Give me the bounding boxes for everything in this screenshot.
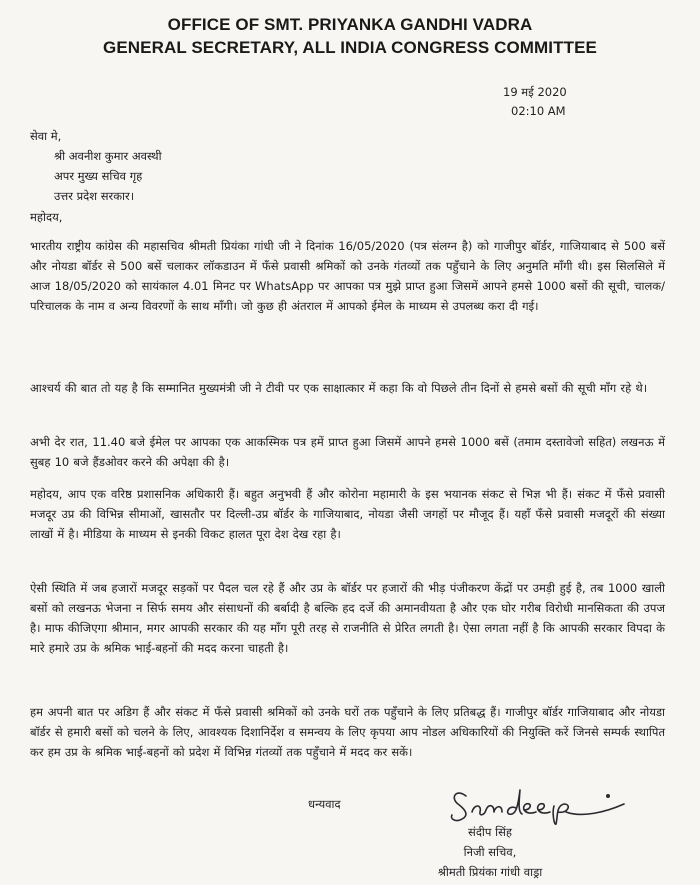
letter-time: 02:10 AM — [511, 104, 566, 118]
paragraph-4: महोदय, आप एक वरिष्ठ प्रशासनिक अधिकारी हैं। बहुत अनुभवी हैं और कोरोना महामारी के इस भयानक संकट से भिज्ञ भी हैं। संकट में फँसे प्रवासी मजदूर उप्र की विभिन्न सीमाओं, खासतौर पर दिल्ली-उप्र बॉर्डर के गाजियाबाद, नोयडा जैसी जगहों पर मौजूद हैं। यहाँ फँसे प्रवासी मजदूरों की संख्या लाखों में है। मीडिया के माध्यम से इनकी विकट हालत पूरा देश देख रहा है। — [30, 487, 665, 541]
letterhead-line-2: GENERAL SECRETARY, ALL INDIA CONGRESS COMMITTEE — [103, 38, 597, 57]
addressee-to: सेवा मे, — [30, 129, 62, 143]
closing-thanks: धन्यवाद — [308, 797, 341, 811]
signatory-designation: निजी सचिव, — [463, 845, 517, 859]
addressee-name: श्री अवनीश कुमार अवस्थी — [54, 149, 162, 163]
letter-date: 19 मई 2020 — [503, 85, 567, 99]
signatory-name: संदीप सिंह — [468, 825, 512, 839]
signatory-block — [395, 822, 585, 882]
salutation: महोदय, — [30, 210, 63, 224]
addressee-block — [30, 126, 162, 206]
paragraph-2: आश्चर्य की बात तो यह है कि सम्मानित मुख्यमंत्री जी ने टीवी पर एक साक्षात्कार में कहा कि वो पिछले तीन दिनों से हमसे बसों की सूची माँग रहे थे। — [30, 381, 648, 395]
paragraph-6: हम अपनी बात पर अडिग हैं और संकट में फँसे प्रवासी श्रमिकों को उनके घरों तक पहुँचाने के लिए प्रतिबद्ध हैं। गाजीपुर बॉर्डर गाजियाबाद और नोयडा बॉर्डर से हमारी बसों को चलने के लिए, आवश्यक दिशानिर्देश व समन्वय के लिए कृपया आप नोडल अधिकारियों की नियुक्ति करें जिनसे सम्पर्क स्थापित कर हम उप्र के श्रमिक भाई-बहनों को प्रदेश में विभिन्न गंतव्यों तक पहुँचाने में मदद कर सकें। — [30, 705, 665, 759]
date-block — [503, 83, 567, 121]
addressee-designation: अपर मुख्य सचिव गृह — [54, 169, 143, 183]
letterhead-line-1: OFFICE OF SMT. PRIYANKA GANDHI VADRA — [167, 15, 533, 34]
paragraph-3: अभी देर रात, 11.40 बजे ईमेल पर आपका एक आकस्मिक पत्र हमें प्राप्त हुआ जिसमें आपने हमसे 1000 बसें (तमाम दस्तावेजो सहित) लखनऊ में सुबह 10 बजे हैंडओवर करने की अपेक्षा की है। — [30, 435, 665, 469]
paragraph-5: ऐसी स्थिति में जब हजारों मजदूर सड़कों पर पैदल चल रहे हैं और उप्र के बॉर्डर पर हजारों की भीड़ पंजीकरण केंद्रों पर उमड़ी हुई है, तब 1000 खाली बसों को लखनऊ भेजना न सिर्फ समय और संसाधनों की बर्बादी है बल्कि हद दर्जे की अमानवीयता है और एक घोर गरीब विरोधी मानसिकता की उपज है। माफ कीजिएगा श्रीमान, मगर आपकी सरकार की यह माँग पूरी तरह से राजनीति से प्रेरित लगती है। ऐसा लगता नहीं है कि आपकी सरकार विपदा के मारे हमारे उप्र के श्रमिक भाई-बहनों की मदद करना चाहती है। — [30, 581, 665, 655]
paragraph-1: भारतीय राष्ट्रीय कांग्रेस की महासचिव श्रीमती प्रियंका गांधी जी ने दिनांक 16/05/2020 (पत्र संलग्न है) को गाजीपुर बॉर्डर, गाजियाबाद से 500 बसें और नोयडा बॉर्डर से 500 बसें चलाकर लॉकडाउन में फँसे प्रवासी श्रमिकों को उनके गंतव्यों तक पहुँचाने के लिए अनुमति माँगी थी। इस सिलसिले में आज 18/05/2020 को सायंकाल 4.01 मिनट पर WhatsApp पर आपका पत्र मुझे प्राप्त हुआ जिसमें आपने हमसे 1000 बसों की सूची, चालक/परिचालक के नाम व अन्य विवरणों के साथ माँगी। जो कुछ ही अंतराल में आपको ईमेल के माध्यम से उपलब्ध करा दी गई। — [30, 239, 665, 313]
addressee-government: उत्तर प्रदेश सरकार। — [54, 189, 135, 203]
signatory-office: श्रीमती प्रियंका गांधी वाड्रा — [437, 865, 543, 879]
signature-text: Sandeep — [448, 782, 453, 783]
